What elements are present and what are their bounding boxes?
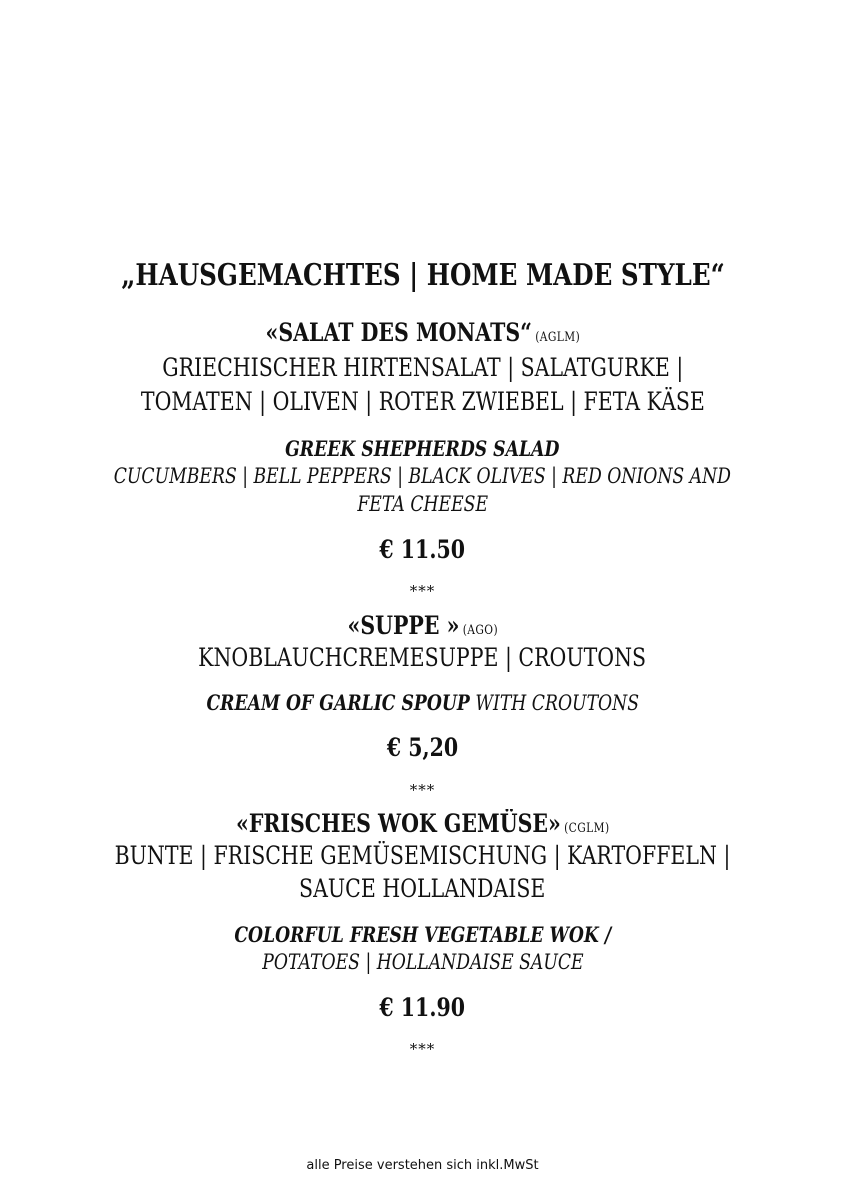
- german-description-text: TOMATEN | OLIVEN | ROTER ZWIEBEL | FETA KÄSE: [140, 387, 705, 416]
- english-title-text: COLORFUL FRESH VEGETABLE WOK /: [234, 922, 611, 947]
- english-description-line: [0, 690, 845, 715]
- price-text: € 11.50: [379, 535, 466, 564]
- german-description-line: [0, 841, 845, 870]
- dish-name: [0, 611, 845, 640]
- german-description-text: GRIECHISCHER HIRTENSALAT | SALATGURKE |: [161, 353, 684, 382]
- separator: ***: [409, 1040, 436, 1058]
- dish-name: [0, 318, 845, 347]
- english-title-text: GREEK SHEPHERDS SALAD: [285, 436, 560, 461]
- dish-title: «FRISCHES WOK GEMÜSE»: [235, 809, 561, 838]
- section-title: [0, 258, 845, 293]
- footer-note: alle Preise verstehen sich inkl.MwSt: [306, 1158, 539, 1173]
- dish-title: «SALAT DES MONATS“: [265, 318, 532, 347]
- dish-name: [0, 809, 845, 838]
- german-description-line: [0, 353, 845, 382]
- english-description-text: WITH CROUTONS: [469, 691, 639, 715]
- english-description-line: [0, 950, 845, 974]
- english-title: [0, 922, 845, 947]
- dish-title: «SUPPE »: [347, 611, 460, 640]
- price: [0, 535, 845, 564]
- english-title: [0, 436, 845, 461]
- price: [0, 993, 845, 1022]
- allergen-codes: (AGO): [462, 623, 498, 638]
- english-description-line: [0, 492, 845, 516]
- section-title-text: „HAUSGEMACHTES | HOME MADE STYLE“: [120, 258, 725, 293]
- german-description-text: BUNTE | FRISCHE GEMÜSEMISCHUNG | KARTOFFELN |: [114, 841, 731, 870]
- english-title-text: CREAM OF GARLIC SPOUP: [206, 690, 470, 715]
- english-description-line: [0, 464, 845, 488]
- price: [0, 733, 845, 762]
- english-description-text: CUCUMBERS | BELL PEPPERS | BLACK OLIVES | RED ONIONS AND: [113, 464, 732, 488]
- german-description-line: [0, 387, 845, 416]
- price-text: € 5,20: [386, 733, 459, 762]
- allergen-codes: (AGLM): [534, 330, 580, 345]
- english-description-text: POTATOES | HOLLANDAISE SAUCE: [261, 950, 584, 974]
- english-description-text: FETA CHEESE: [357, 492, 488, 516]
- price-text: € 11.90: [379, 993, 466, 1022]
- separator: ***: [409, 781, 436, 799]
- german-description-line: [0, 874, 845, 903]
- allergen-codes: (CGLM): [563, 821, 610, 836]
- german-description-text: KNOBLAUCHCREMESUPPE | CROUTONS: [198, 643, 647, 672]
- separator: ***: [409, 582, 436, 600]
- german-description-line: [0, 643, 845, 672]
- german-description-text: SAUCE HOLLANDAISE: [299, 874, 546, 903]
